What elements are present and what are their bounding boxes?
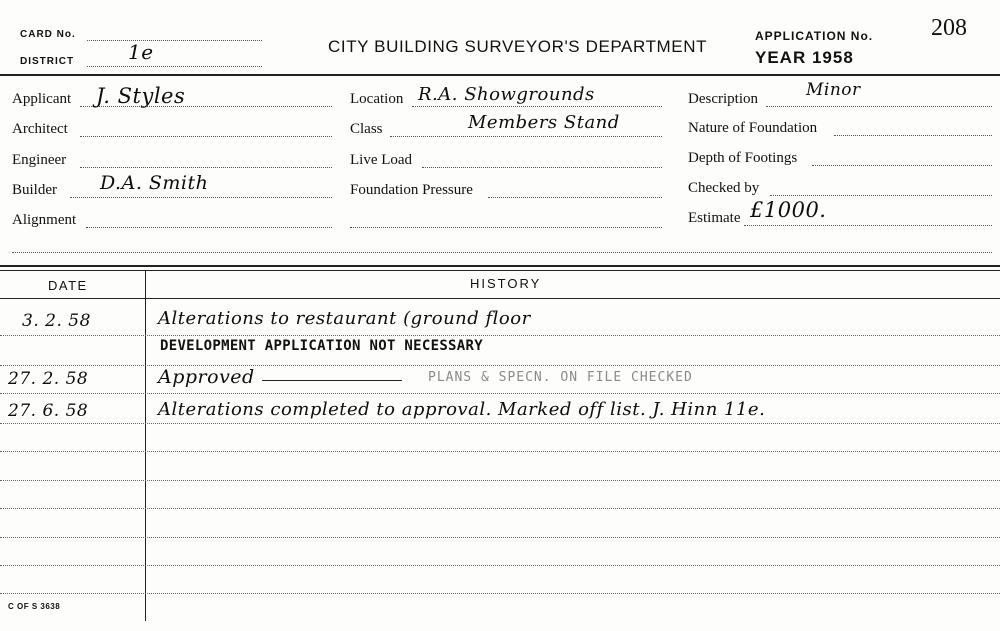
- checked-label: Checked by: [688, 180, 760, 196]
- history-top-rule-2: [0, 270, 1000, 271]
- middle-blank-line: [350, 227, 662, 228]
- entry-date: 3. 2. 58: [22, 311, 91, 331]
- department-title: CITY BUILDING SURVEYOR'S DEPARTMENT: [328, 37, 708, 56]
- live-load-line: [422, 167, 662, 168]
- location-label: Location: [350, 91, 404, 107]
- entry-date: 27. 6. 58: [8, 401, 89, 421]
- date-column-divider: [145, 270, 146, 621]
- builder-value: D.A. Smith: [100, 172, 209, 194]
- estimate-label: Estimate: [688, 210, 741, 226]
- card-no-line: [87, 40, 262, 41]
- live-load-label: Live Load: [350, 152, 413, 168]
- district-line: [87, 66, 262, 67]
- row-line: [0, 335, 1000, 336]
- row-line: [0, 537, 1000, 538]
- row-line: [0, 565, 1000, 566]
- application-no-label: APPLICATION No.: [755, 29, 874, 43]
- entry-date: 27. 2. 58: [8, 369, 89, 389]
- checked-line: [770, 195, 992, 196]
- location-line: [412, 106, 662, 107]
- foundation-pressure-label: Foundation Pressure: [350, 182, 473, 198]
- district-label: DISTRICT: [20, 56, 75, 67]
- checked-stamp: PLANS & SPECN. ON FILE CHECKED: [428, 370, 693, 385]
- history-header-rule: [0, 298, 1000, 299]
- approved-stroke: [262, 380, 402, 381]
- estimate-value: £1000.: [750, 198, 827, 222]
- district-value: 1e: [128, 40, 154, 64]
- row-line: [0, 423, 1000, 424]
- application-no: 208: [931, 15, 967, 41]
- row-line: [0, 480, 1000, 481]
- foundation-pressure-line: [488, 197, 662, 198]
- history-top-rule: [0, 265, 1000, 267]
- description-label: Description: [688, 91, 758, 107]
- header-rule: [0, 74, 1000, 76]
- builder-label: Builder: [12, 182, 57, 198]
- class-value: Members Stand: [468, 112, 620, 133]
- location-value: R.A. Showgrounds: [418, 84, 595, 105]
- row-line: [0, 508, 1000, 509]
- builder-line: [70, 197, 332, 198]
- form-code: C OF S 3638: [8, 602, 61, 611]
- depth-label: Depth of Footings: [688, 150, 798, 166]
- row-line: [0, 393, 1000, 394]
- entry-text: Approved: [158, 366, 255, 388]
- date-header: DATE: [48, 278, 88, 293]
- description-value: Minor: [806, 80, 861, 100]
- class-label: Class: [350, 121, 383, 137]
- engineer-line: [80, 167, 332, 168]
- description-line: [766, 106, 992, 107]
- engineer-label: Engineer: [12, 152, 67, 168]
- entry-text: Alterations completed to approval. Marked off list. J. Hinn 11e.: [158, 399, 766, 420]
- full-blank-line: [12, 252, 992, 253]
- row-line: [0, 365, 1000, 366]
- entry-text: Alterations to restaurant (ground floor: [158, 308, 531, 329]
- card-no-label: CARD No.: [20, 29, 76, 40]
- architect-label: Architect: [12, 121, 68, 137]
- architect-line: [80, 136, 332, 137]
- history-header: HISTORY: [470, 276, 542, 291]
- applicant-label: Applicant: [12, 91, 72, 107]
- depth-line: [812, 165, 992, 166]
- alignment-line: [86, 227, 332, 228]
- applicant-value: J. Styles: [96, 84, 186, 108]
- row-line: [0, 451, 1000, 452]
- nature-label: Nature of Foundation: [688, 120, 818, 136]
- class-line: [390, 136, 662, 137]
- estimate-line: [744, 225, 992, 226]
- alignment-label: Alignment: [12, 212, 77, 228]
- year-label: YEAR 1958: [755, 48, 854, 67]
- entry-stamp: DEVELOPMENT APPLICATION NOT NECESSARY: [160, 338, 483, 354]
- nature-line: [834, 135, 992, 136]
- row-line: [0, 593, 1000, 594]
